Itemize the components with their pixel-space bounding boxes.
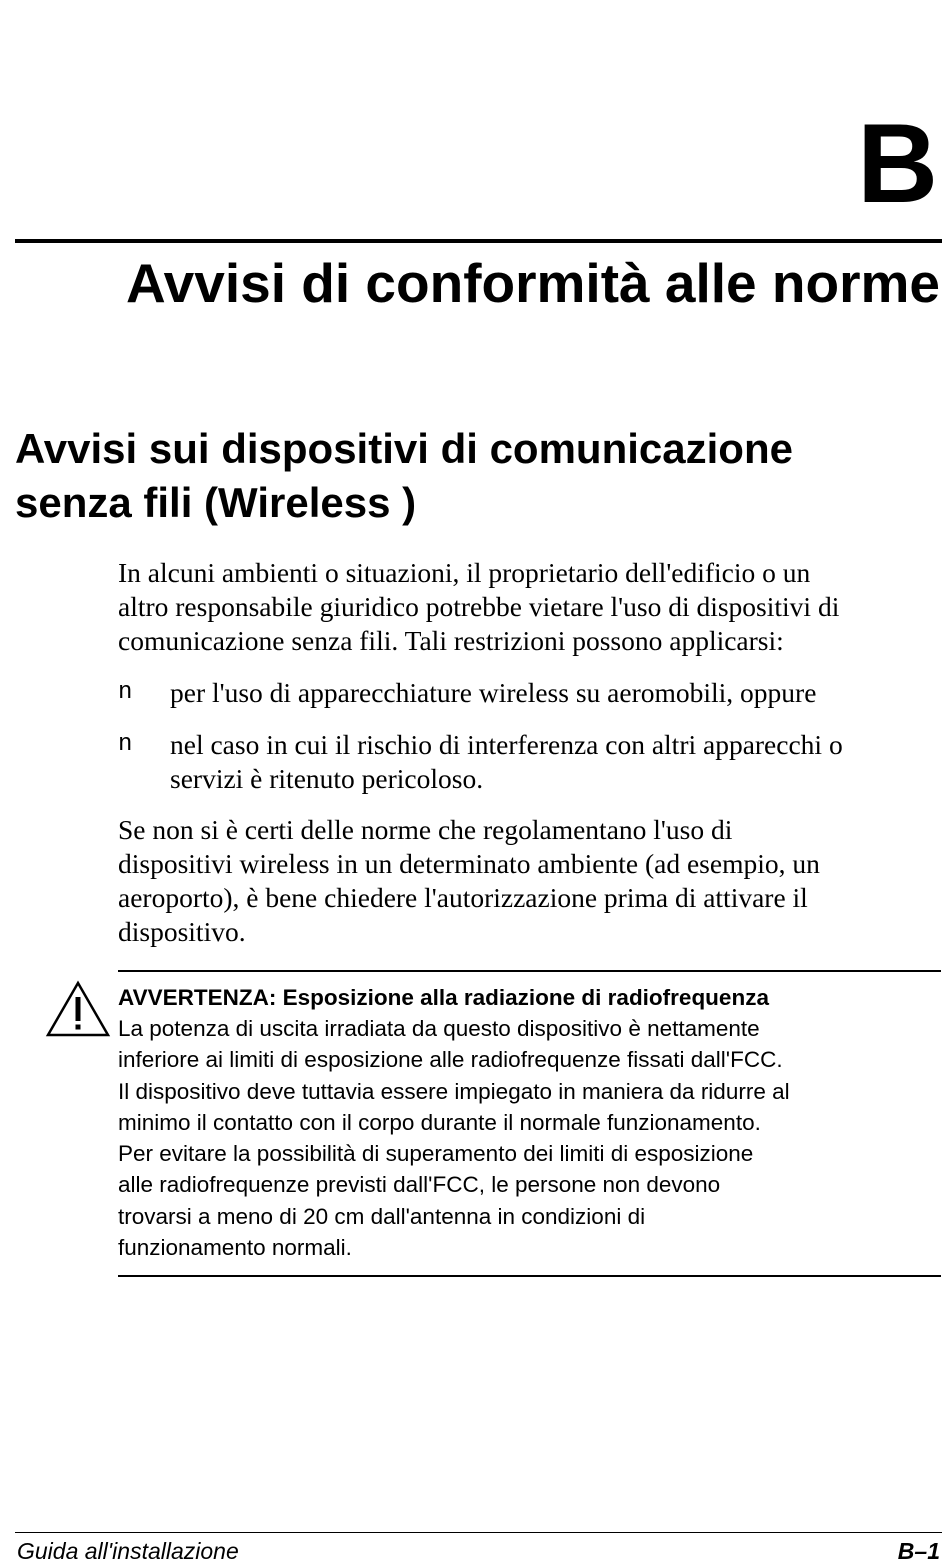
chapter-letter: B	[857, 101, 938, 226]
intro-paragraph	[118, 556, 943, 658]
warning-line: funzionamento normali.	[118, 1235, 352, 1261]
footer-document-title: Guida all'installazione	[17, 1538, 239, 1564]
warning-line: Per evitare la possibilità di superamento dei limiti di esposizione	[118, 1141, 754, 1167]
warning-line: alle radiofrequenze previsti dall'FCC, le persone non devono	[118, 1172, 721, 1198]
closing-paragraph	[118, 813, 943, 949]
chapter-rule	[15, 239, 942, 243]
warning-line: trovarsi a meno di 20 cm dall'antenna in condizioni di	[118, 1203, 646, 1229]
closing-line: aeroporto), è bene chiedere l'autorizzazione prima di attivare il	[118, 882, 808, 913]
section-title-line: senza fili (Wireless )	[15, 479, 417, 526]
bullet-marker: n	[118, 679, 133, 706]
closing-line: Se non si è certi delle norme che regolamentano l'uso di	[118, 814, 733, 845]
bullet-marker: n	[118, 731, 133, 758]
warning-body	[118, 1013, 918, 1263]
footer-page-number: B–1	[897, 1538, 940, 1564]
closing-line: dispositivi wireless in un determinato ambiente (ad esempio, un	[118, 848, 820, 879]
warning-line: minimo il contatto con il corpo durante il normale funzionamento.	[118, 1109, 761, 1135]
footer-rule	[15, 1532, 942, 1533]
list-item-text	[170, 676, 950, 710]
warning-line: Il dispositivo deve tuttavia essere impiegato in maniera da ridurre al	[118, 1078, 790, 1104]
list-item-line: per l'uso di apparecchiature wireless su aeromobili, oppure	[170, 677, 817, 708]
section-title-line: Avvisi sui dispositivi di comunicazione	[15, 425, 793, 472]
warning-line: La potenza di uscita irradiata da questo dispositivo è nettamente	[118, 1016, 760, 1041]
closing-line: dispositivo.	[118, 916, 246, 947]
list-item-line: servizi è ritenuto pericoloso.	[170, 763, 484, 794]
warning-bottom-rule	[118, 1275, 941, 1277]
warning-heading: AVVERTENZA: Esposizione alla radiazione di radiofrequenza	[118, 985, 769, 1010]
list-item-line: nel caso in cui il rischio di interferenza con altri apparecchi o	[170, 729, 843, 760]
list-item-text	[170, 728, 950, 796]
warning-triangle-icon	[45, 980, 111, 1038]
warning-line: inferiore ai limiti di esposizione alle radiofrequenze fissati dall'FCC.	[118, 1047, 783, 1073]
intro-line: comunicazione senza fili. Tali restrizioni possono applicarsi:	[118, 625, 784, 656]
chapter-title: Avvisi di conformità alle norme	[125, 252, 940, 314]
warning-top-rule	[118, 970, 941, 972]
intro-line: altro responsabile giuridico potrebbe vietare l'uso di dispositivi di	[118, 591, 840, 622]
intro-line: In alcuni ambienti o situazioni, il proprietario dell'edificio o un	[118, 557, 811, 588]
section-title	[15, 422, 915, 530]
